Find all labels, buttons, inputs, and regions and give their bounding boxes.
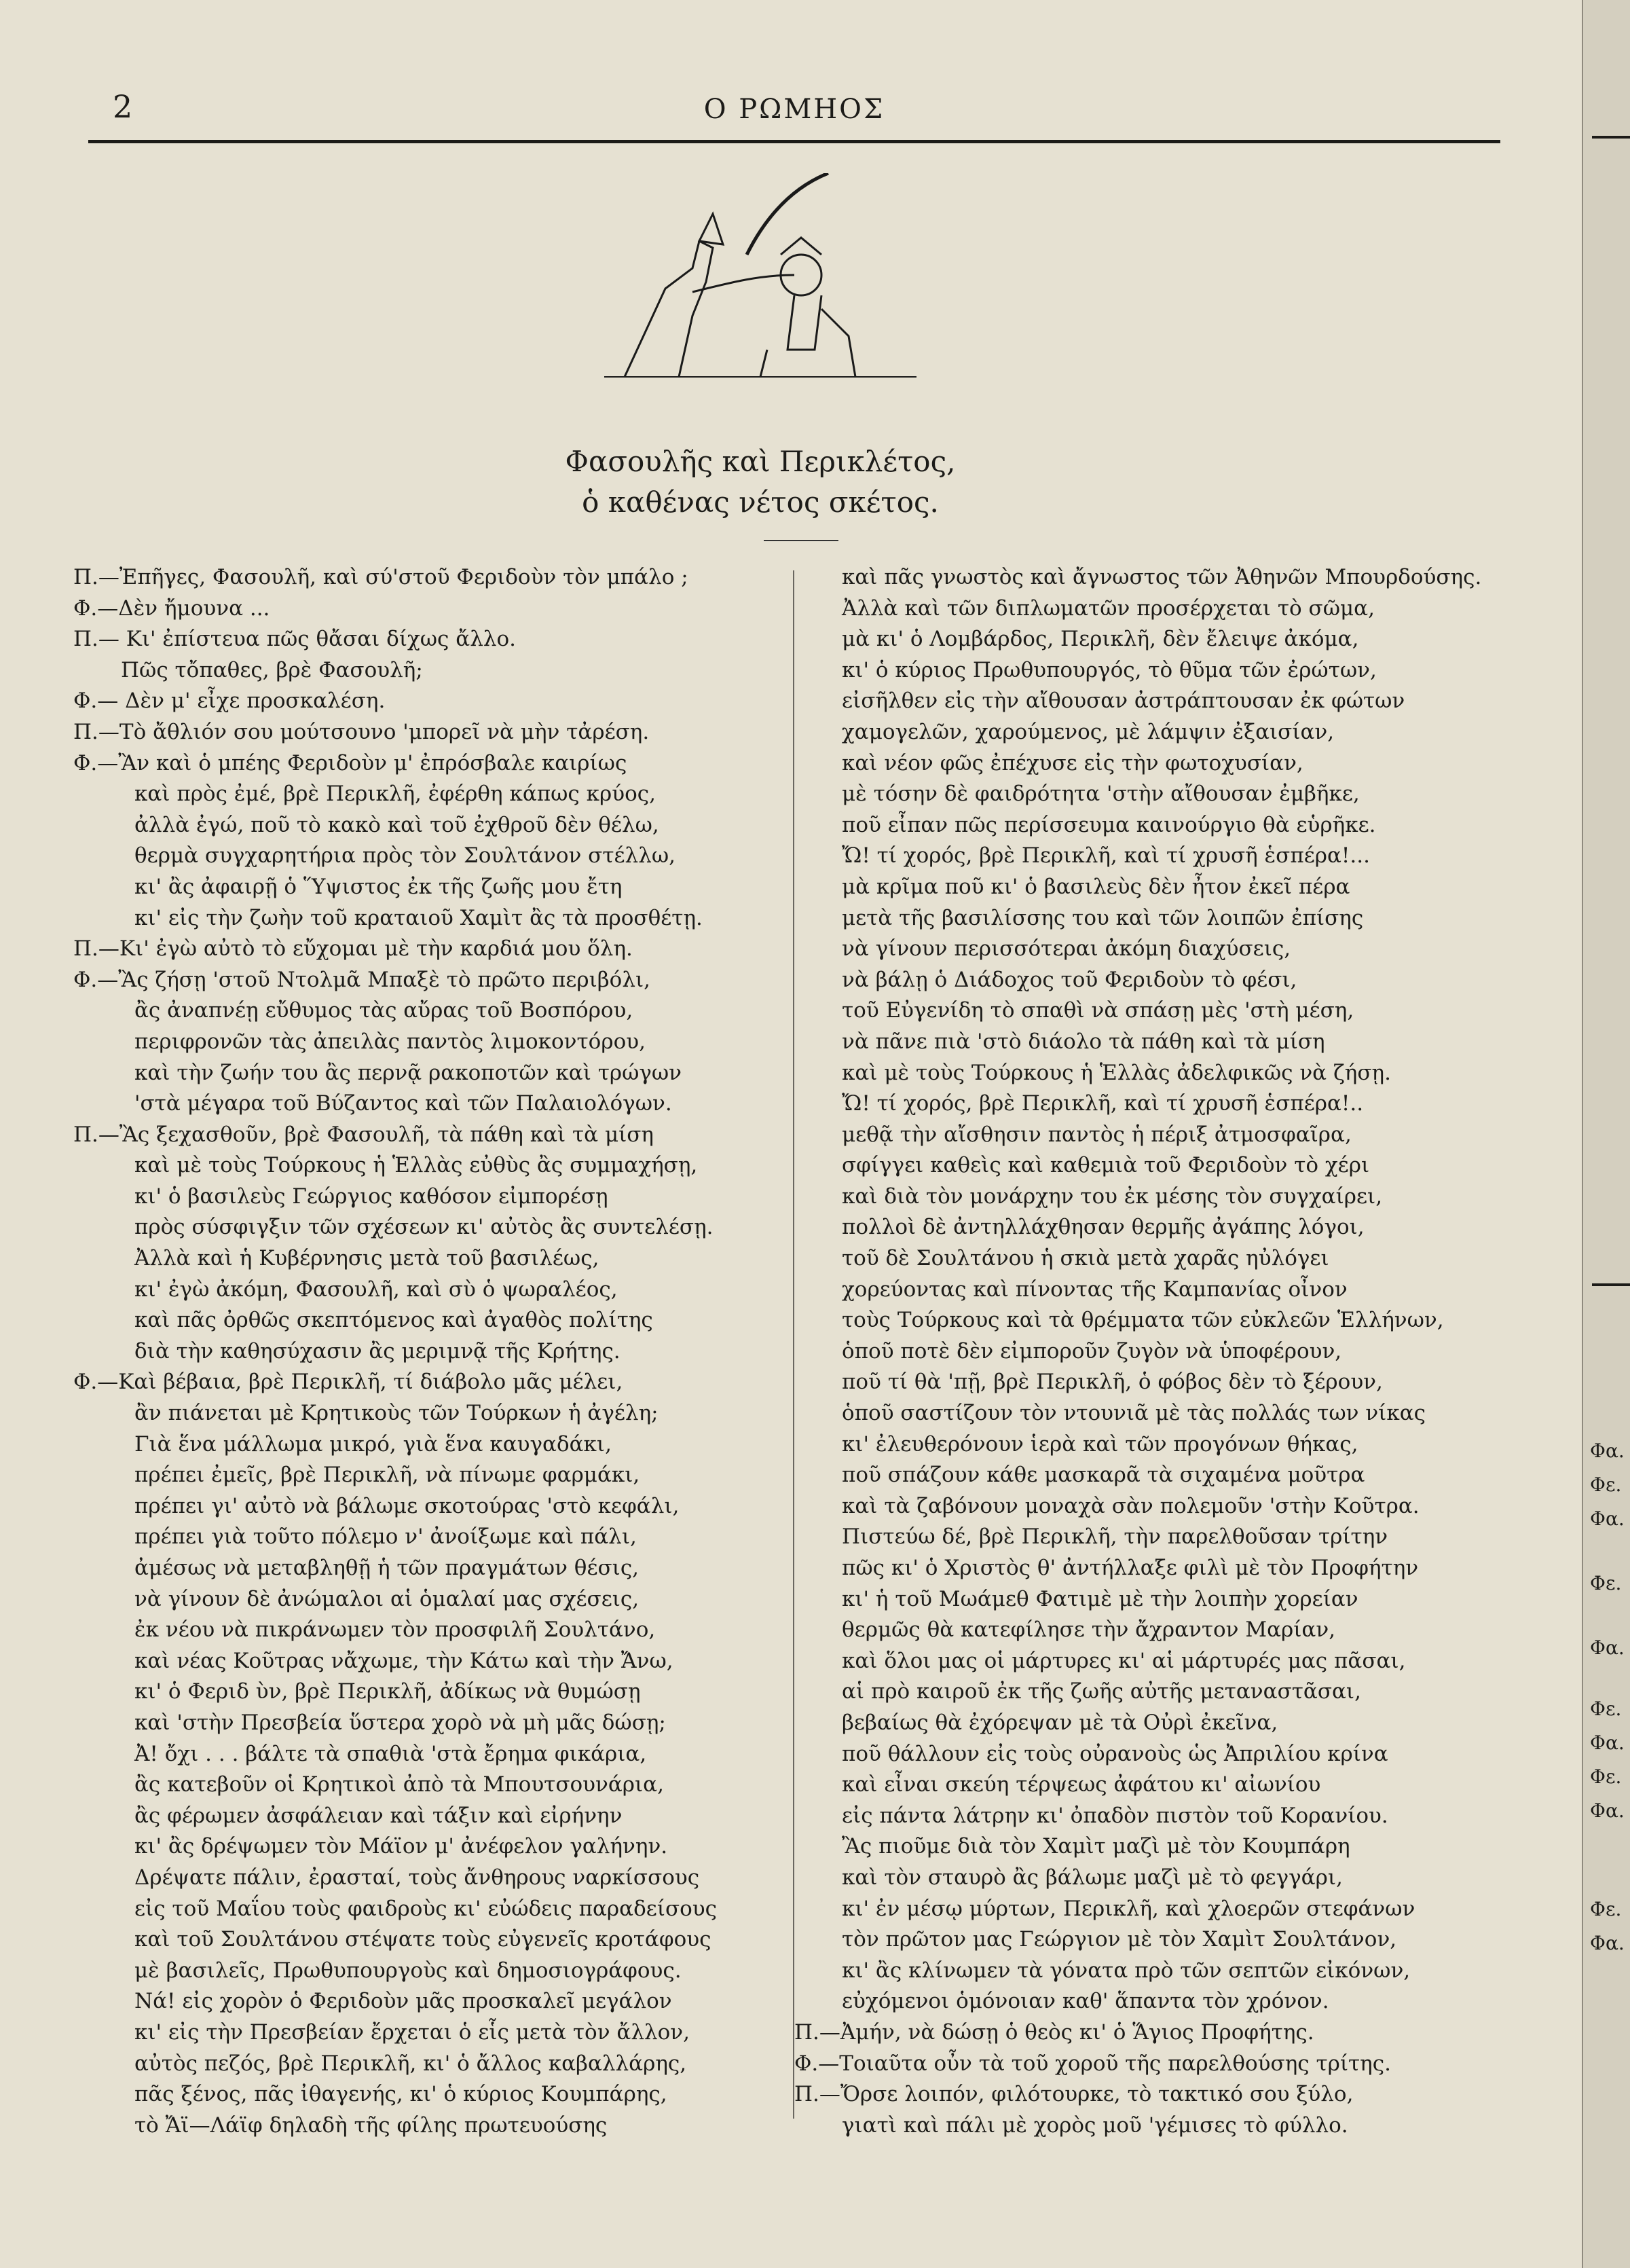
verse-line: Πῶς τὄπαθες, βρὲ Φασουλῆ; xyxy=(121,657,423,682)
verse-line: Π.—Ἐπῆγες, Φασουλῆ, καὶ σύ'στοῦ Φεριδοὺν τὸν μπάλο ; xyxy=(73,565,688,589)
verse-line: καὶ διὰ τὸν μονάρχην του ἐκ μέσης τὸν συγχαίρει, xyxy=(842,1184,1383,1209)
verse-line: πολλοὶ δὲ ἀντηλλάχθησαν θερμῆς ἀγάπης λόγοι, xyxy=(842,1215,1365,1240)
verse-line: καὶ τὰ ζαβόνουν μοναχὰ σὰν πολεμοῦν 'στὴν Κοῦτρα. xyxy=(842,1493,1420,1518)
verse-line: καὶ πρὸς ἐμέ, βρὲ Περικλῆ, ἐφέρθη κάπως κρύος, xyxy=(134,782,656,807)
verse-line: ἂν πιάνεται μὲ Κρητικοὺς τῶν Τούρκων ἡ ἀγέλη; xyxy=(134,1401,659,1426)
verse-line: καὶ νέον φῶς ἐπέχυσε εἰς τὴν φωτοχυσίαν, xyxy=(842,750,1303,775)
verse-line: σφίγγει καθεὶς καὶ καθεμιὰ τοῦ Φεριδοὺν τὸ χέρι xyxy=(842,1153,1370,1178)
verse-line: θερμὰ συγχαρητήρια πρὸς τὸν Σουλτάνον στέλλω, xyxy=(134,843,675,868)
verse-line: Π.—Κι' ἐγὼ αὐτὸ τὸ εὔχομαι μὲ τὴν καρδιά μου ὅλη. xyxy=(73,936,633,962)
verse-line: ἀλλὰ ἐγώ, ποῦ τὸ κακὸ καὶ τοῦ ἐχθροῦ δὲν θέλω, xyxy=(134,812,659,837)
verse-line: Φ.—Τοιαῦτα οὖν τὰ τοῦ χοροῦ τῆς παρελθούσης τρίτης. xyxy=(794,2051,1391,2076)
verse-line: νὰ βάλῃ ὁ Διάδοχος τοῦ Φεριδοὺν τὸ φέσι, xyxy=(842,967,1297,992)
verse-line: κι' ἐν μέσῳ μύρτων, Περικλῆ, καὶ χλοερῶν στεφάνων xyxy=(842,1896,1415,1921)
verse-line: κι' ἐγὼ ἀκόμη, Φασουλῆ, καὶ σὺ ὁ ψωραλέος, xyxy=(134,1277,618,1302)
verse-line: καὶ πᾶς ὀρθῶς σκεπτόμενος καὶ ἀγαθὸς πολίτης xyxy=(134,1308,653,1333)
adjacent-page-rule xyxy=(1592,1283,1630,1286)
verse-line: θερμῶς θὰ κατεφίλησε τὴν ἄχραντον Μαρίαν, xyxy=(842,1617,1336,1643)
verse-line: καὶ τὸν σταυρὸ ἂς βάλωμε μαζὶ μὲ τὸ φεγγάρι, xyxy=(842,1865,1343,1890)
verse-line: νὰ πᾶνε πιὰ 'στὸ διάολο τὰ πάθη καὶ τὰ μίση xyxy=(842,1029,1325,1054)
verse-line: Π.—Τὸ ἄθλιόν σου μούτσουνο 'μπορεῖ νὰ μὴν τἀρέση. xyxy=(73,719,650,744)
verse-line: καὶ μὲ τοὺς Τούρκους ἡ Ἑλλὰς εὐθὺς ἂς συμμαχήσῃ, xyxy=(134,1153,698,1178)
verse-line: κι' εἰς τὴν Πρεσβείαν ἔρχεται ὁ εἷς μετὰ τὸν ἄλλον, xyxy=(134,2019,690,2045)
verse-line: μὰ κρῖμα ποῦ κι' ὁ βασιλεὺς δὲν ἦτον ἐκεῖ πέρα xyxy=(842,874,1350,899)
figure-right-leg xyxy=(760,350,767,377)
illustration-caption xyxy=(516,441,1005,523)
verse-line: Πιστεύω δέ, βρὲ Περικλῆ, τὴν παρελθοῦσαν τρίτην xyxy=(842,1524,1388,1550)
edge-speaker-label: Φα. xyxy=(1590,1440,1625,1462)
adjacent-page-edge xyxy=(1582,0,1630,2268)
verse-line: Φ.—Καὶ βέβαια, βρὲ Περικλῆ, τί διάβολο μᾶς μέλει, xyxy=(73,1370,623,1395)
edge-speaker-label: Φα. xyxy=(1590,1636,1625,1659)
figure-left-hat xyxy=(699,214,723,244)
verse-line: Π.—Ἂς ξεχασθοῦν, βρὲ Φασουλῆ, τὰ πάθη καὶ τὰ μίση xyxy=(73,1122,654,1147)
caption-line: ὁ καθένας νέτος σκέτος. xyxy=(582,486,939,519)
verse-line: κι' ἡ τοῦ Μωάμεθ Φατιμὲ μὲ τὴν λοιπὴν χορείαν xyxy=(842,1586,1358,1611)
verse-line: Γιὰ ἕνα μάλλωμα μικρό, γιὰ ἕνα καυγαδάκι, xyxy=(134,1431,612,1457)
verse-line: ποῦ σπάζουν κάθε μασκαρᾶ τὰ σιχαμένα μοῦτρα xyxy=(842,1463,1365,1488)
verse-line: κι' ἂς ἀφαιρῇ ὁ Ὕψιστος ἐκ τῆς ζωῆς μου ἔτη xyxy=(134,874,623,899)
verse-line: πρέπει γιὰ τοῦτο πόλεμο ν' ἀνοίξωμε καὶ πάλι, xyxy=(134,1524,637,1550)
edge-speaker-label: Φε. xyxy=(1590,1474,1622,1496)
verse-line: Νά! εἰς χορὸν ὁ Φεριδοὺν μᾶς προσκαλεῖ μεγάλον xyxy=(134,1989,672,2014)
verse-line: πῶς κι' ὁ Χριστὸς θ' ἀντήλλαξε φιλὶ μὲ τὸν Προφήτην xyxy=(842,1556,1419,1580)
verse-line: ἂς ἀναπνέῃ εὔθυμος τὰς αὔρας τοῦ Βοσπόρου, xyxy=(134,998,633,1023)
verse-line: κι' ὁ βασιλεὺς Γεώργιος καθόσον εἰμπορέσῃ xyxy=(134,1184,608,1209)
verse-line: Π.— Κι' ἐπίστευα πῶς θἄσαι δίχως ἄλλο. xyxy=(73,627,517,652)
verse-line: γιατὶ καὶ πάλι μὲ χορὸς μοῦ 'γέμισες τὸ φύλλο. xyxy=(842,2112,1348,2138)
right-column xyxy=(794,562,1507,2141)
verse-line: διὰ τὴν καθησύχασιν ἂς μεριμνᾷ τῆς Κρήτης. xyxy=(134,1338,620,1364)
verse-line: κι' ἂς δρέψωμεν τὸν Μάϊον μ' ἀνέφελον γαλήνην. xyxy=(134,1834,668,1859)
verse-line: Ἀ! ὄχι . . . βάλτε τὰ σπαθιὰ 'στὰ ἔρημα φικάρια, xyxy=(134,1741,647,1766)
verse-line: ὁποῦ σαστίζουν τὸν ντουνιᾶ μὲ τὰς πολλάς των νίκας xyxy=(842,1401,1426,1426)
caption-line: Φασουλῆς καὶ Περικλέτος, xyxy=(565,445,956,478)
verse-line: πρέπει ἐμεῖς, βρὲ Περικλῆ, νὰ πίνωμε φαρμάκι, xyxy=(134,1463,640,1488)
verse-line: Φ.—Ἂς ζήσῃ 'στοῦ Ντολμᾶ Μπαξὲ τὸ πρῶτο περιβόλι, xyxy=(73,967,650,992)
verse-line: βεβαίως θὰ ἐχόρεψαν μὲ τὰ Οὐρὶ ἐκεῖνα, xyxy=(842,1710,1278,1735)
verse-line: Φ.— Δὲν μ' εἶχε προσκαλέση. xyxy=(73,689,386,714)
adjacent-page-rule xyxy=(1592,136,1630,139)
verse-line: Ὤ! τί χορός, βρὲ Περικλῆ, καὶ τί χρυσῆ ἑσπέρα!... xyxy=(842,843,1370,868)
verse-line: καὶ μὲ τοὺς Τούρκους ἡ Ἑλλὰς ἀδελφικῶς νὰ ζήσῃ. xyxy=(842,1060,1391,1085)
page-number: 2 xyxy=(113,88,133,125)
verse-line: ποῦ θάλλουν εἰς τοὺς οὐρανοὺς ὡς Ἀπριλίου κρίνα xyxy=(842,1741,1388,1766)
edge-speaker-label: Φε. xyxy=(1590,1698,1622,1720)
verse-line: πᾶς ξένος, πᾶς ἰθαγενής, κι' ὁ κύριος Κουμπάρης, xyxy=(134,2082,667,2107)
masthead: Ο ΡΩΜΗΟΣ xyxy=(703,94,885,125)
verse-line: ἐκ νέου νὰ πικράνωμεν τὸν προσφιλῆ Σουλτάνο, xyxy=(134,1617,656,1643)
edge-speaker-label: Φε. xyxy=(1590,1898,1622,1920)
edge-speaker-label: Φε. xyxy=(1590,1572,1622,1594)
edge-speaker-label: Φα. xyxy=(1590,1507,1625,1530)
verse-line: τοῦ Εὐγενίδη τὸ σπαθὶ νὰ σπάσῃ μὲς 'στὴ μέση, xyxy=(842,998,1354,1023)
verse-line: κι' ἂς κλίνωμεν τὰ γόνατα πρὸ τῶν σεπτῶν εἰκόνων, xyxy=(842,1958,1411,1983)
verse-line: Φ.—Δὲν ἤμουνα ... xyxy=(73,596,270,621)
verse-line: τὸ Ἄϊ—Λάϊφ δηλαδὴ τῆς φίλης πρωτευούσης xyxy=(134,2112,608,2138)
verse-line: καὶ 'στὴν Πρεσβεία ὕστερα χορὸ νὰ μὴ μᾶς δώσῃ; xyxy=(134,1710,666,1735)
verse-line: καὶ ὅλοι μας οἱ μάρτυρες κι' αἱ μάρτυρές μας πᾶσαι, xyxy=(842,1648,1406,1673)
left-column xyxy=(73,562,800,2141)
header-rule xyxy=(88,140,1500,143)
verse-line: εἰς τοῦ Μαΐου τοὺς φαιδροὺς κι' εὐώδεις παραδείσους xyxy=(134,1896,717,1921)
verse-line: Ἂς πιοῦμε διὰ τὸν Χαμὶτ μαζὶ μὲ τὸν Κουμπάρη xyxy=(842,1834,1350,1859)
verse-line: ἀμέσως νὰ μεταβληθῇ ἡ τῶν πραγμάτων θέσις, xyxy=(134,1556,640,1580)
verse-line: κι' ἐλευθερόνουν ἱερὰ καὶ τῶν προγόνων θήκας, xyxy=(842,1431,1358,1457)
figure-right-arm xyxy=(821,309,855,377)
verse-line: νὰ γίνουν περισσότεραι ἀκόμη διαχύσεις, xyxy=(842,936,1291,962)
verse-line: μὰ κι' ὁ Λομβάρδος, Περικλῆ, δὲν ἔλειψε ἀκόμα, xyxy=(842,627,1359,652)
verse-line: ὁποῦ ποτὲ δὲν εἰμποροῦν ζυγὸν νὰ ὑποφέρουν, xyxy=(842,1338,1342,1364)
verse-line: χορεύοντας καὶ πίνοντας τῆς Καμπανίας οἶνον xyxy=(842,1277,1348,1302)
verse-line: κι' ὁ Φεριδ ὺν, βρὲ Περικλῆ, ἀδίκως νὰ θυμώσῃ xyxy=(134,1679,641,1704)
edge-speaker-label: Φα. xyxy=(1590,1799,1625,1822)
verse-line: ἂς φέρωμεν ἀσφάλειαν καὶ τάξιν καὶ εἰρήνην xyxy=(134,1803,623,1828)
edge-speaker-label: Φα. xyxy=(1590,1732,1625,1754)
raised-sword xyxy=(747,173,828,255)
verse-line: περιφρονῶν τὰς ἀπειλὰς παντὸς λιμοκοντόρου, xyxy=(134,1029,646,1054)
caricature-illustration xyxy=(597,173,923,404)
figure-right-body xyxy=(788,295,821,350)
verse-line: τὸν πρῶτον μας Γεώργιον μὲ τὸν Χαμὶτ Σουλτάνον, xyxy=(842,1927,1397,1952)
verse-line: ποῦ εἶπαν πῶς περίσσευμα καινούργιο θὰ εὑρῆκε. xyxy=(842,812,1376,837)
verse-line: νὰ γίνουν δὲ ἀνώμαλοι αἱ ὁμαλαί μας σχέσεις, xyxy=(134,1586,640,1611)
verse-line: Φ.—Ἂν καὶ ὁ μπέης Φεριδοὺν μ' ἐπρόσβαλε καιρίως xyxy=(73,750,627,775)
edge-speaker-label: Φε. xyxy=(1590,1766,1622,1788)
verse-line: καὶ πᾶς γνωστὸς καὶ ἄγνωστος τῶν Ἀθηνῶν Μπουρδούσης. xyxy=(842,565,1482,589)
verse-line: τοῦ δὲ Σουλτάνου ἡ σκιὰ μετὰ χαρᾶς ηὐλόγει xyxy=(842,1246,1329,1271)
verse-line: μὲ βασιλεῖς, Πρωθυπουργοὺς καὶ δημοσιογράφους. xyxy=(134,1958,682,1983)
verse-line: καὶ τὴν ζωήν του ἂς περνᾷ ρακοποτῶν καὶ τρώγων xyxy=(134,1060,682,1085)
verse-line: εὐχόμενοι ὁμόνοιαν καθ' ἅπαντα τὸν χρόνον. xyxy=(842,1989,1329,2014)
verse-line: χαμογελῶν, χαρούμενος, μὲ λάμψιν ἐξαισίαν, xyxy=(842,719,1335,744)
verse-line: καὶ εἶναι σκεύη τέρψεως ἀφάτου κι' αἰωνίου xyxy=(842,1772,1321,1797)
verse-line: εἰς πάντα λάτρην κι' ὀπαδὸν πιστὸν τοῦ Κορανίου. xyxy=(842,1803,1388,1828)
verse-line: κι' ὁ κύριος Πρωθυπουργός, τὸ θῦμα τῶν ἐρώτων, xyxy=(842,657,1377,682)
verse-line: Δρέψατε πάλιν, ἐρασταί, τοὺς ἄνθηρους ναρκίσσους xyxy=(134,1865,700,1890)
verse-line: καὶ νέας Κοῦτρας νἄχωμε, τὴν Κάτω καὶ τὴν Ἄνω, xyxy=(134,1648,673,1673)
edge-speaker-label: Φα. xyxy=(1590,1932,1625,1954)
page-header xyxy=(88,88,1500,143)
verse-line: Π.—Ὄρσε λοιπόν, φιλότουρκε, τὸ τακτικό σου ξύλο, xyxy=(794,2082,1354,2107)
figure-left-body xyxy=(625,241,713,377)
verse-line: μετὰ τῆς βασιλίσσης του καὶ τῶν λοιπῶν ἐπίσης xyxy=(842,905,1364,930)
verse-line: πρέπει γι' αὐτὸ νὰ βάλωμε σκοτούρας 'στὸ κεφάλι, xyxy=(134,1493,680,1518)
verse-line: ἂς κατεβοῦν οἱ Κρητικοὶ ἀπὸ τὰ Μπουτσουνάρια, xyxy=(134,1772,664,1797)
verse-line: μὲ τόσην δὲ φαιδρότητα 'στὴν αἴθουσαν ἐμβῆκε, xyxy=(842,782,1360,807)
verse-line: πρὸς σύσφιγξιν τῶν σχέσεων κι' αὐτὸς ἂς συντελέσῃ. xyxy=(134,1215,714,1240)
verse-line: Π.—Ἀμήν, νὰ δώσῃ ὁ θεὸς κι' ὁ Ἅγιος Προφήτης. xyxy=(794,2019,1314,2045)
verse-line: 'στὰ μέγαρα τοῦ Βύζαντος καὶ τῶν Παλαιολόγων. xyxy=(134,1091,672,1116)
verse-line: Ἀλλὰ καὶ τῶν διπλωματῶν προσέρχεται τὸ σῶμα, xyxy=(842,596,1375,621)
verse-line: καὶ τοῦ Σουλτάνου στέψατε τοὺς εὐγενεῖς κροτάφους xyxy=(134,1927,711,1952)
verse-line: αὐτὸς πεζός, βρὲ Περικλῆ, κι' ὁ ἄλλος καβαλλάρης, xyxy=(134,2051,687,2076)
verse-line: Ὤ! τί χορός, βρὲ Περικλῆ, καὶ τί χρυσῆ ἑσπέρα!.. xyxy=(842,1091,1364,1116)
figure-right-hat xyxy=(781,238,821,255)
caption-rule xyxy=(764,540,838,541)
verse-line: κι' εἰς τὴν ζωὴν τοῦ κραταιοῦ Χαμὶτ ἂς τὰ προσθέτῃ. xyxy=(134,905,703,930)
verse-line: αἱ πρὸ καιροῦ ἐκ τῆς ζωῆς αὐτῆς μεταναστᾶσαι, xyxy=(842,1679,1361,1704)
verse-line: εἰσῆλθεν εἰς τὴν αἴθουσαν ἀστράπτουσαν ἐκ φώτων xyxy=(842,689,1405,714)
verse-line: Ἀλλὰ καὶ ἡ Κυβέρνησις μετὰ τοῦ βασιλέως, xyxy=(134,1246,599,1271)
verse-line: τοὺς Τούρκους καὶ τὰ θρέμματα τῶν εὐκλεῶν Ἑλλήνων, xyxy=(842,1308,1444,1333)
verse-line: μεθᾷ τὴν αἴσθησιν παντὸς ἡ πέριξ ἀτμοσφαῖρα, xyxy=(842,1122,1352,1147)
verse-line: ποῦ τί θὰ 'πῇ, βρὲ Περικλῆ, ὁ φόβος δὲν τὸ ξέρουν, xyxy=(842,1370,1383,1395)
